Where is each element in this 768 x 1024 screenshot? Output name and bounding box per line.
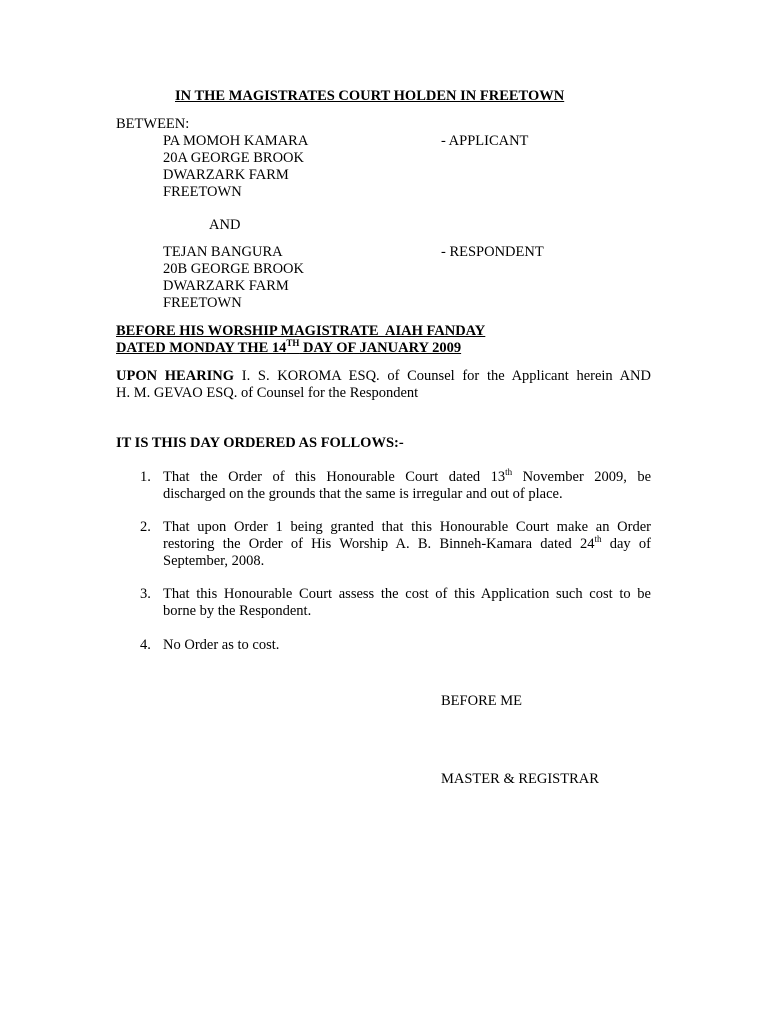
order-number: 2. [140, 519, 151, 535]
court-title: IN THE MAGISTRATES COURT HOLDEN IN FREETOWN [175, 88, 565, 104]
before-me-label: BEFORE ME [441, 693, 522, 709]
applicant-address-line: DWARZARK FARM [163, 167, 289, 183]
dated-prefix: DATED MONDAY THE 14 [116, 340, 287, 356]
dated-superscript: TH [286, 338, 300, 349]
order-3-line-2: borne by the Respondent. [163, 603, 312, 619]
respondent-address-line: 20B GEORGE BROOK [163, 261, 304, 277]
order-number: 3. [140, 586, 151, 602]
order-number: 1. [140, 469, 151, 485]
dated-suffix: DAY OF JANUARY 2009 [299, 340, 462, 356]
order-number: 4. [140, 637, 151, 653]
respondent-name: TEJAN BANGURA [163, 244, 283, 260]
applicant-role: - APPLICANT [441, 133, 529, 149]
order-3-line-1: That this Honourable Court assess the cost of this Application such cost to be [163, 586, 651, 602]
order-2-line-2 [163, 536, 651, 553]
respondent-address-line: DWARZARK FARM [163, 278, 289, 294]
order-2-line-1: That upon Order 1 being granted that this Honourable Court make an Order [163, 519, 651, 535]
order-1-text: That the Order of this Honourable Court dated 13 [163, 469, 506, 485]
upon-hearing-line-1 [116, 368, 651, 385]
before-magistrate-line: BEFORE HIS WORSHIP MAGISTRATE AIAH FANDAY [116, 323, 486, 339]
applicant-name: PA MOMOH KAMARA [163, 133, 309, 149]
applicant-address-line: FREETOWN [163, 184, 242, 200]
order-1-line-1 [163, 469, 651, 486]
applicant-address-line: 20A GEORGE BROOK [163, 150, 304, 166]
respondent-address-line: FREETOWN [163, 295, 242, 311]
dated-line [116, 340, 461, 357]
upon-hearing-line-2: H. M. GEVAO ESQ. of Counsel for the Respondent [116, 385, 419, 401]
between-label: BETWEEN: [116, 116, 190, 132]
order-2-line-3: September, 2008. [163, 553, 265, 569]
upon-hearing-text: I. S. KOROMA ESQ. of Counsel for the Applicant herein AND [234, 368, 651, 384]
order-2-text-suffix: day of [601, 536, 651, 552]
ordered-heading: IT IS THIS DAY ORDERED AS FOLLOWS:- [116, 435, 404, 451]
upon-hearing-label: UPON HEARING [116, 368, 235, 384]
respondent-role: - RESPONDENT [441, 244, 544, 260]
and-label: AND [209, 217, 241, 233]
signatory-title: MASTER & REGISTRAR [441, 771, 599, 787]
order-1-line-2: discharged on the grounds that the same is irregular and out of place. [163, 486, 563, 502]
order-4-line-1: No Order as to cost. [163, 637, 280, 653]
order-2-superscript: th [594, 534, 602, 545]
order-1-text-suffix: November 2009, be [512, 469, 652, 485]
order-2-text: restoring the Order of His Worship A. B. Binneh-Kamara dated 24 [163, 536, 595, 552]
order-1-superscript: th [505, 467, 513, 478]
